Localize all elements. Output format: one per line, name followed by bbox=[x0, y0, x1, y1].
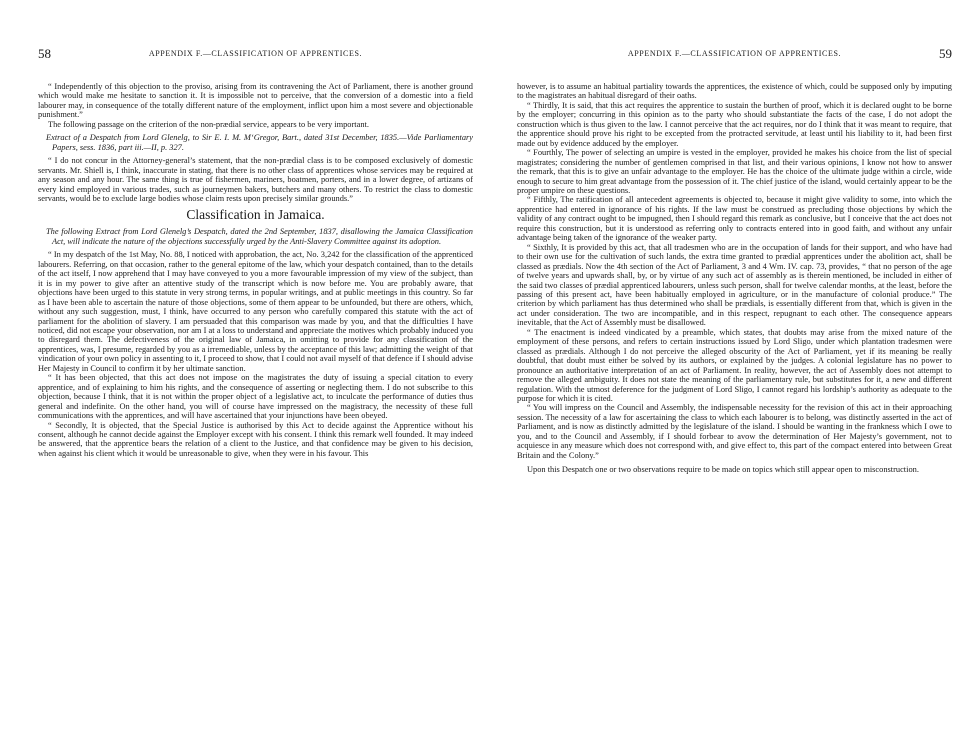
left-page bbox=[38, 0, 473, 729]
running-head: APPENDIX F.—CLASSIFICATION OF APPRENTICES. bbox=[148, 49, 363, 58]
paragraph: “ Independently of this objection to the proviso, arising from its contravening the Act of Parliament, there is another ground which would make me hesitate to sanction it. It is impossible not to perceive, that the conversion of a domestic into a field labourer may, in consequence of the totally different nature of the employment, inflict upon him a most severe and objectionable punishment.” bbox=[38, 82, 473, 120]
section-heading: Classification in Jamaica. bbox=[186, 207, 325, 223]
paragraph: “ The enactment is indeed vindicated by a preamble, which states, that doubts may arise from the mixed nature of the employment of these persons, and refers to certain instructions issued by Lord Sligo, under which plantation tradesmen were classed as prædials. Although I do not perceive the alleged obscurity of the Act of Parliament, yet if its meaning be really doubtful, that doubt must either be solved by its authors, or explained by the judges. A colonial legislature has no power to pronounce an authoritative interpretation of an act of Parliament. In reality, however, the act of Assembly does not attempt to remove the alleged ambiguity. It does not state the meaning of the parliamentary rule, but substitutes for it, a new and different regulation. With the utmost deference for the judgment of Lord Sligo, I cannot regard his lordship’s authority as adequate to the purpose for which it is cited. bbox=[517, 327, 952, 403]
extract-heading: The following Extract from Lord Glenelg’s Despatch, dated the 2nd September, 1837, disallowing the Jamaica Classification Act, will indicate the nature of the objections successfully urged by the Anti-Slavery Committee against its adoption. bbox=[46, 227, 473, 246]
extract-heading: Extract of a Despatch from Lord Glenelg, to Sir E. I. M. M‘Gregor, Bart., dated 31st December, 1835.—Vide Parliamentary Papers, sess. 1836, part iii.—II, p. 327. bbox=[46, 133, 473, 152]
running-head: APPENDIX F.—CLASSIFICATION OF APPRENTICES. bbox=[627, 49, 842, 58]
right-page bbox=[517, 0, 952, 729]
paragraph: “ You will impress on the Council and Assembly, the indispensable necessity for the revision of this act in their approaching session. The necessity of a law for ascertaining the class to which each labourer is to belong, was distinctly asserted in the act of Parliament, and is now as distinctly admitted by the legislature of the island. I should be wanting in the frankness which I owe to you, and to the Council and Assembly, if I should forbear to avow the determination of Her Majesty’s government, not to acquiesce in any measure which does not correspond with, and give effect to, this part of the compact entered into between Great Britain and the Colony.” bbox=[517, 403, 952, 460]
paragraph: “ Fifthly, The ratification of all antecedent agreements is objected to, because it might give validity to some, into which the apprentice had entered in ignorance of his rights. If the law must be construed as precluding those objections by which the validity of any contract ought to be impugned, then I should regard this remark as conclusive, but I conceive that the act does not require this construction, but it is understood as referring only to contracts entered into in good faith, and without any unfair advantage being taken of the ignorance of the weaker party. bbox=[517, 195, 952, 243]
paragraph: however, is to assume an habitual partiality towards the apprentices, the existence of which, could be supposed only by imputing to the magistrates an habitual disregard of their oaths. bbox=[517, 82, 952, 101]
paragraph: “ Thirdly, It is said, that this act requires the apprentice to sustain the burthen of proof, which it is declared ought to be borne by the employer; concurring in this opinion as to the party who should substantiate the facts of the case, I do not adopt the construction which is thus given to the law. I cannot perceive that the act requires, nor do I think that it was meant to require, that the apprentice should prove his right to be excepted from the protracted servitude, at least until his liability to it, had been first made out by evidence adduced by the employer. bbox=[517, 100, 952, 148]
page-number: 59 bbox=[939, 46, 952, 61]
paragraph: The following passage on the criterion of the non-prædial service, appears to be very important. bbox=[48, 119, 369, 129]
page-header bbox=[517, 46, 952, 64]
paragraph: “ In my despatch of the 1st May, No. 88, I noticed with approbation, the act, No. 3,242 for the classification of the apprenticed labourers. Referring, on that occasion, rather to the general epitome of the law, which your despatch contained, than to the details of the act itself, I now apprehend that I may have conveyed to you a more favourable impression of my view of the subject, than it is in my power to give after an attentive study of the transcript which is now before me. You are probably aware, that objections have been urged to this statute in very strong terms, in popular writings, and at public meetings in this country. So far as I have been able to ascertain the nature of those objections, some of them appear to be unfounded, but there are others, which, without any such suggestion, must, I think, have occurred to any person who carefully compared this statute with the act of parliament for the abolition of slavery. I am persuaded that this comparison was made by you, and that the difficulties I have noticed, did not escape your observation, nor am I at a loss to understand and appreciate the motives which probably induced you to disregard them. The defectiveness of the original law of Jamaica, in omitting to provide for any classification of the apprentices, was, I presume, regarded by you as a irremediable, unless by the acceptance of this law; admitting the weight of that vindication of your own policy in assenting to it, I proceed to show, that I could not avail myself of that defence if I should advise Her Majesty in Council to confirm it by her ultimate sanction. bbox=[38, 250, 473, 373]
page-header bbox=[38, 46, 473, 64]
paragraph: “ I do not concur in the Attorney-general’s statement, that the non-prædial class is to be composed exclusively of domestic servants. Mr. Shiell is, I think, inaccurate in stating, that there is no other class of apprentices whose services may be required at any season and any hour. The same thing is true of fishermen, mariners, boatmen, porters, and in a lower degree, of artizans of every kind employed in various trades, such as journeymen bakers, butchers and many others. To restrict the class to domestic servants, would be to exclude large bodies whose claim rests upon precisely similar grounds.” bbox=[38, 156, 473, 203]
paragraph: “ Secondly, It is objected, that the Special Justice is authorised by this Act to decide against the Apprentice without his consent, although he cannot decide against the Employer except with his consent. I think this remark well founded. It may indeed be answered, that the apprentice bears the relation of a client to the Justice, and that confidence may be given to his decision, when against his client which it would be unreasonable to give, when they were in his favour. This bbox=[38, 420, 473, 458]
paragraph: “ Sixthly, It is provided by this act, that all tradesmen who are in the occupation of lands for their support, and who have had to their own use for the cultivation of such lands, the extra time granted to prædial apprentices under the abolition act, shall be classed as prædials. Now the 4th section of the Act of Parliament, 3 and 4 Wm. IV. cap. 73, provides, “ that no person of the age of twelve years and upwards shall, by, or by virtue of any such act of assembly as is therein mentioned, be included in either of the said two classes of prædial apprenticed labourers, unless such person, shall for twelve calendar months, at the least, before the passing of this present act, have been habitually employed in agriculture, or in the manufacture of colonial produce.” The criterion by which parliament has thus determined who shall be prædials, is essentially different from that, which is given in the act under consideration. The two are incompatible, and in this respect, repugnant to each other. The consequence appears inevitable, that the Act of Assembly must be disallowed. bbox=[517, 242, 952, 328]
paragraph: Upon this Despatch one or two observations require to be made on topics which still appear open to misconstruction. bbox=[527, 465, 919, 475]
paragraph: “ It has been objected, that this act does not impose on the magistrates the duty of issuing a special citation to every apprentice, and of explaining to him his rights, and the consequence of asserting or neglecting them. I do not subscribe to this objection, because I think, that it is not within the proper object of a legislative act, to inculcate the performance of duties thus general and indefinite. On the other hand, you will of course have impressed on the magistracy, the necessity of these full communications with the apprentices, and will have ascertained that your injunctions have been obeyed. bbox=[38, 373, 473, 421]
paragraph: “ Fourthly, The power of selecting an umpire is vested in the employer, provided he makes his choice from the list of special magistrates; considering the number of gentlemen comprised in that list, and their various opinions, I know not how to answer the remark, that this is to give an unfair advantage to the employer. He has the choice of the ultimate judge within a circle, wide enough to secure to him great advantage from the possession of it. The chief justice of the island, would certainly appear to be the proper umpire on these questions. bbox=[517, 148, 952, 195]
page-number: 58 bbox=[38, 46, 51, 61]
